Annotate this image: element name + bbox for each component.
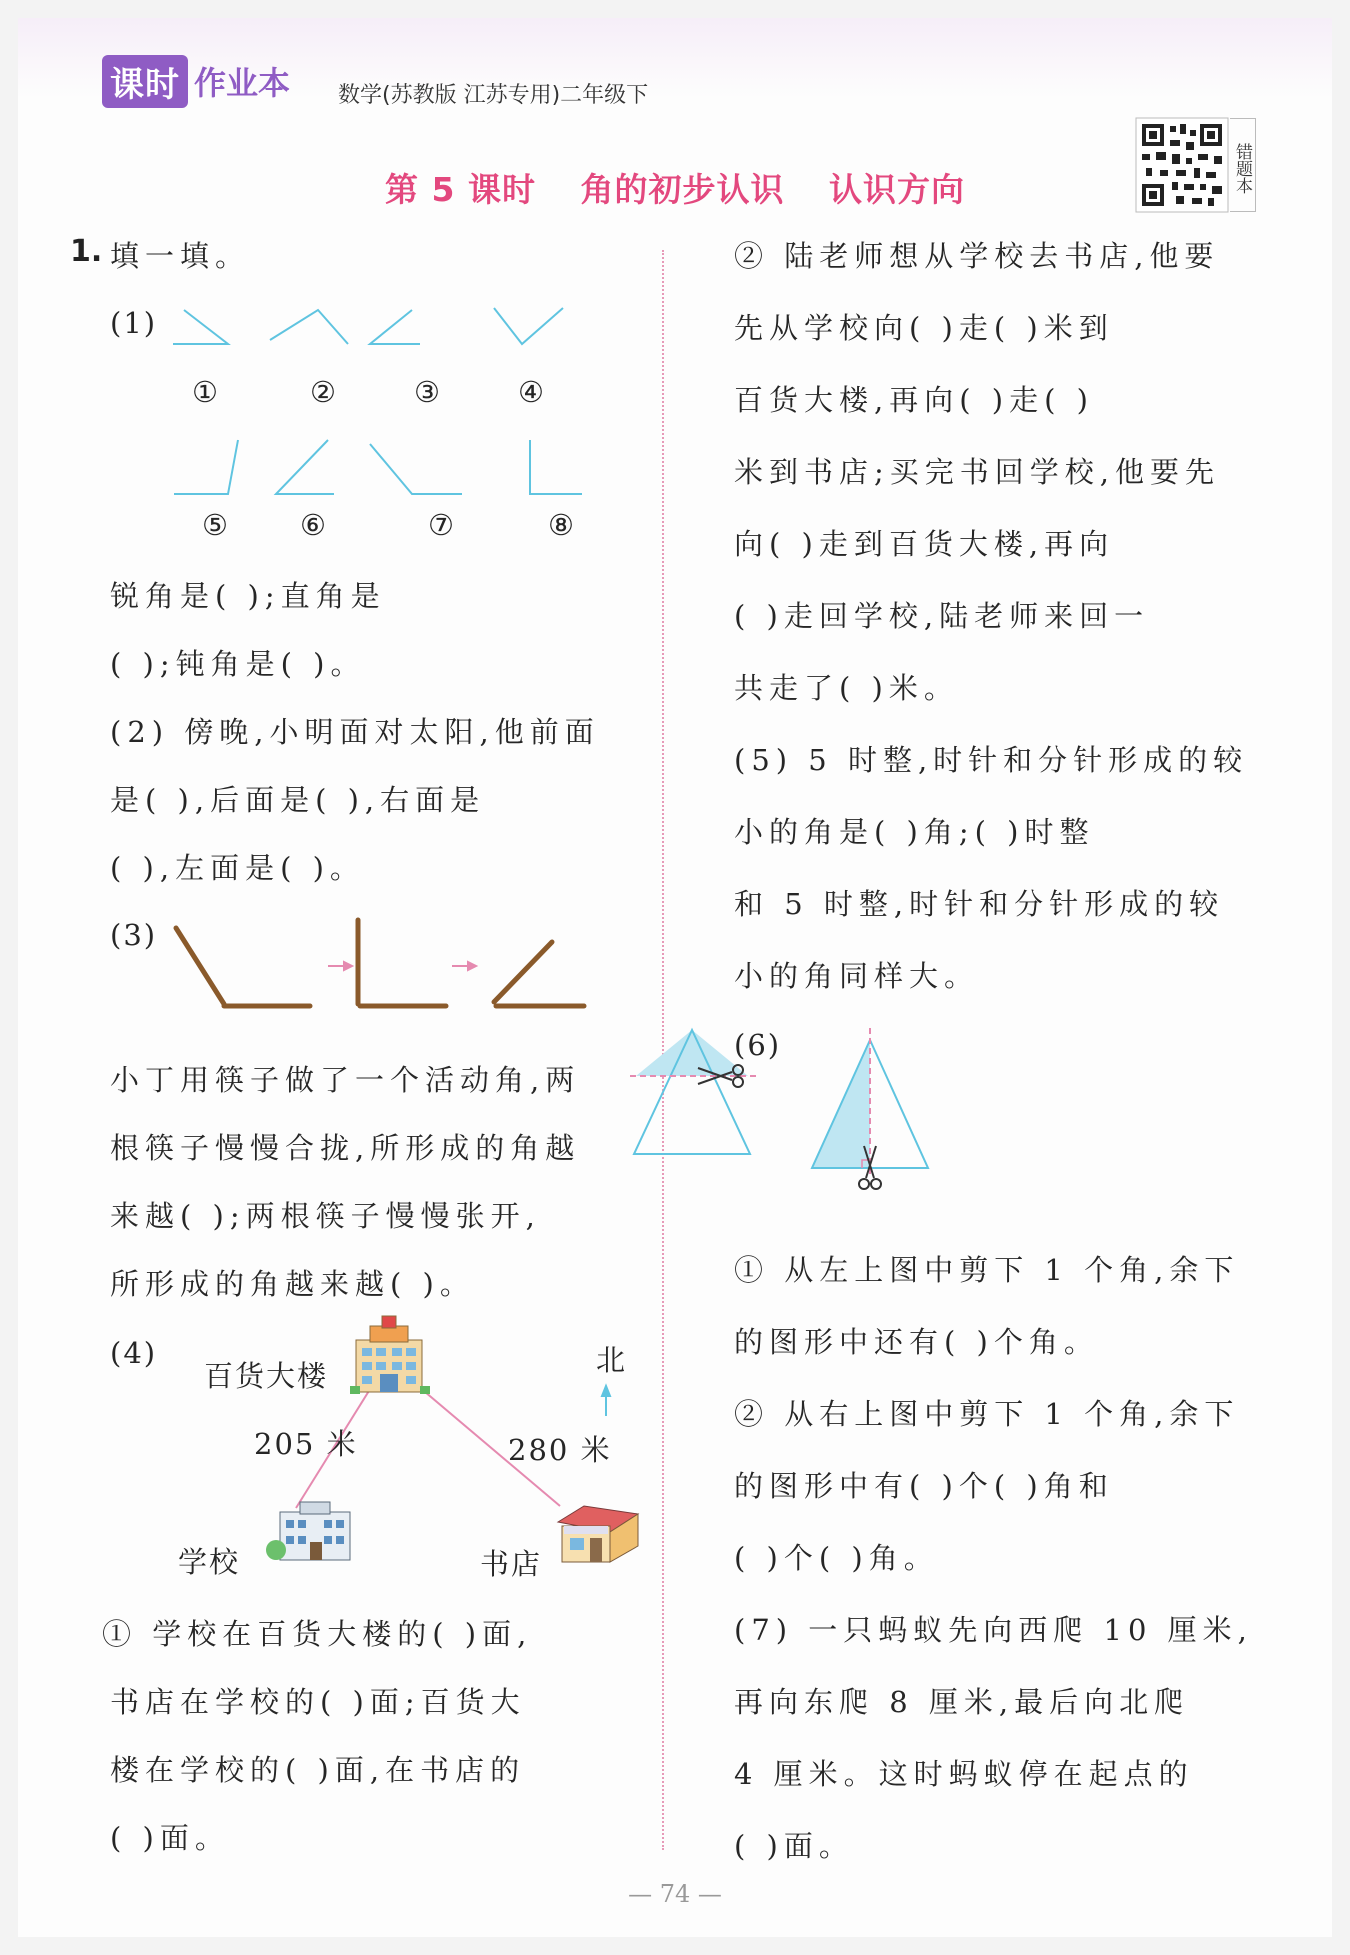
part-5-line-3: 和 5 时整,时针和分针形成的较	[734, 887, 1225, 921]
part-6-line-5: ( )个( )角。	[734, 1541, 939, 1575]
part-7-line-4: ( )面。	[734, 1829, 854, 1863]
map-label-bookstore: 书店	[480, 1547, 543, 1581]
part-7-line-1: (7) 一只蚂蚁先向西爬 10 厘米,	[734, 1613, 1253, 1647]
map-label-school: 学校	[178, 1545, 241, 1579]
part-2-line-3: ( ),左面是( )。	[110, 851, 365, 885]
part-4-line-4: ( )面。	[110, 1821, 230, 1855]
part-4-label: (4)	[110, 1336, 158, 1370]
part-4-line-1: ① 学校在百货大楼的( )面,	[102, 1617, 533, 1651]
part-5-line-2: 小的角是( )角;( )时整	[734, 815, 1095, 849]
right-triangle	[812, 1028, 928, 1189]
map-dist-left: 205 米	[254, 1427, 358, 1461]
brand-text: 作业本	[194, 64, 291, 102]
part-1-line-1: 锐角是( );直角是	[110, 579, 386, 613]
part-5-line-1: (5) 5 时整,时针和分针形成的较	[734, 743, 1249, 777]
part-7-line-3: 4 厘米。这时蚂蚁停在起点的	[734, 1757, 1194, 1791]
lesson-number: 第 5 课时	[385, 170, 536, 209]
bookstore-icon	[558, 1506, 638, 1562]
part-5-line-4: 小的角同样大。	[734, 959, 980, 993]
page-number: — 74 —	[628, 1880, 722, 1908]
part-4b-line-7: 共走了( )米。	[734, 671, 959, 705]
part-4-line-3: 楼在学校的( )面,在书店的	[110, 1753, 526, 1787]
lesson-topic-2: 认识方向	[828, 170, 965, 209]
angle-label-6: ⑥	[300, 508, 328, 542]
part-4b-line-6: ( )走回学校,陆老师来回一	[734, 599, 1150, 633]
part-4b-line-2: 先从学校向( )走( )米到	[734, 311, 1114, 345]
part-2-line-2: 是( ),后面是( ),右面是	[110, 783, 486, 817]
department-store-icon	[350, 1316, 430, 1394]
school-icon	[266, 1502, 350, 1560]
part-1-line-2: ( );钝角是( )。	[110, 647, 366, 681]
angle-label-8: ⑧	[548, 508, 576, 542]
part-3-line-2: 根筷子慢慢合拢,所形成的角越	[110, 1131, 581, 1165]
lesson-topic-1: 角的初步认识	[580, 170, 785, 209]
angle-label-2: ②	[310, 375, 338, 409]
part-4b-line-1: ② 陆老师想从学校去书店,他要	[734, 239, 1220, 273]
angle-label-3: ③	[414, 375, 442, 409]
part-3-line-4: 所形成的角越来越( )。	[110, 1267, 475, 1301]
angle-label-1: ①	[192, 375, 220, 409]
subject-line: 数学(苏教版 江苏专用)二年级下	[338, 83, 649, 108]
part-6-line-3: ② 从右上图中剪下 1 个角,余下	[734, 1397, 1240, 1431]
part-4-line-2: 书店在学校的( )面;百货大	[110, 1685, 526, 1719]
question-heading: 填一填。	[110, 239, 251, 273]
angle-label-5: ⑤	[202, 508, 230, 542]
part-4b-line-4: 米到书店;买完书回学校,他要先	[734, 455, 1220, 489]
part-4b-line-5: 向( )走到百货大楼,再向	[734, 527, 1115, 561]
part-6-label: (6)	[734, 1028, 782, 1062]
map-dist-right: 280 米	[508, 1433, 612, 1467]
part-6-line-1: ① 从左上图中剪下 1 个角,余下	[734, 1253, 1240, 1287]
part-4b-line-3: 百货大楼,再向( )走( )	[734, 383, 1094, 417]
map-label-store: 百货大楼	[204, 1359, 329, 1393]
qr-label: 错题本	[1230, 118, 1256, 212]
part-3-line-3: 来越( );两根筷子慢慢张开,	[110, 1199, 541, 1233]
part-7-line-2: 再向东爬 8 厘米,最后向北爬	[734, 1685, 1190, 1719]
workbook-page	[18, 18, 1332, 1937]
angle-label-4: ④	[518, 375, 546, 409]
question-number: 1.	[70, 234, 103, 269]
left-triangle	[630, 1030, 760, 1154]
brand-box: 课时	[102, 55, 188, 108]
part-1-label: (1)	[110, 306, 158, 340]
angle-label-7: ⑦	[428, 508, 456, 542]
map-label-north: 北	[596, 1343, 628, 1377]
part-2-line-1: (2) 傍晚,小明面对太阳,他前面	[110, 715, 600, 749]
part-6-line-4: 的图形中有( )个( )角和	[734, 1469, 1114, 1503]
part-3-line-1: 小丁用筷子做了一个活动角,两	[110, 1063, 581, 1097]
part-6-line-2: 的图形中还有( )个角。	[734, 1325, 1099, 1359]
triangle-figures	[18, 18, 1332, 1218]
part-3-label: (3)	[110, 918, 158, 952]
